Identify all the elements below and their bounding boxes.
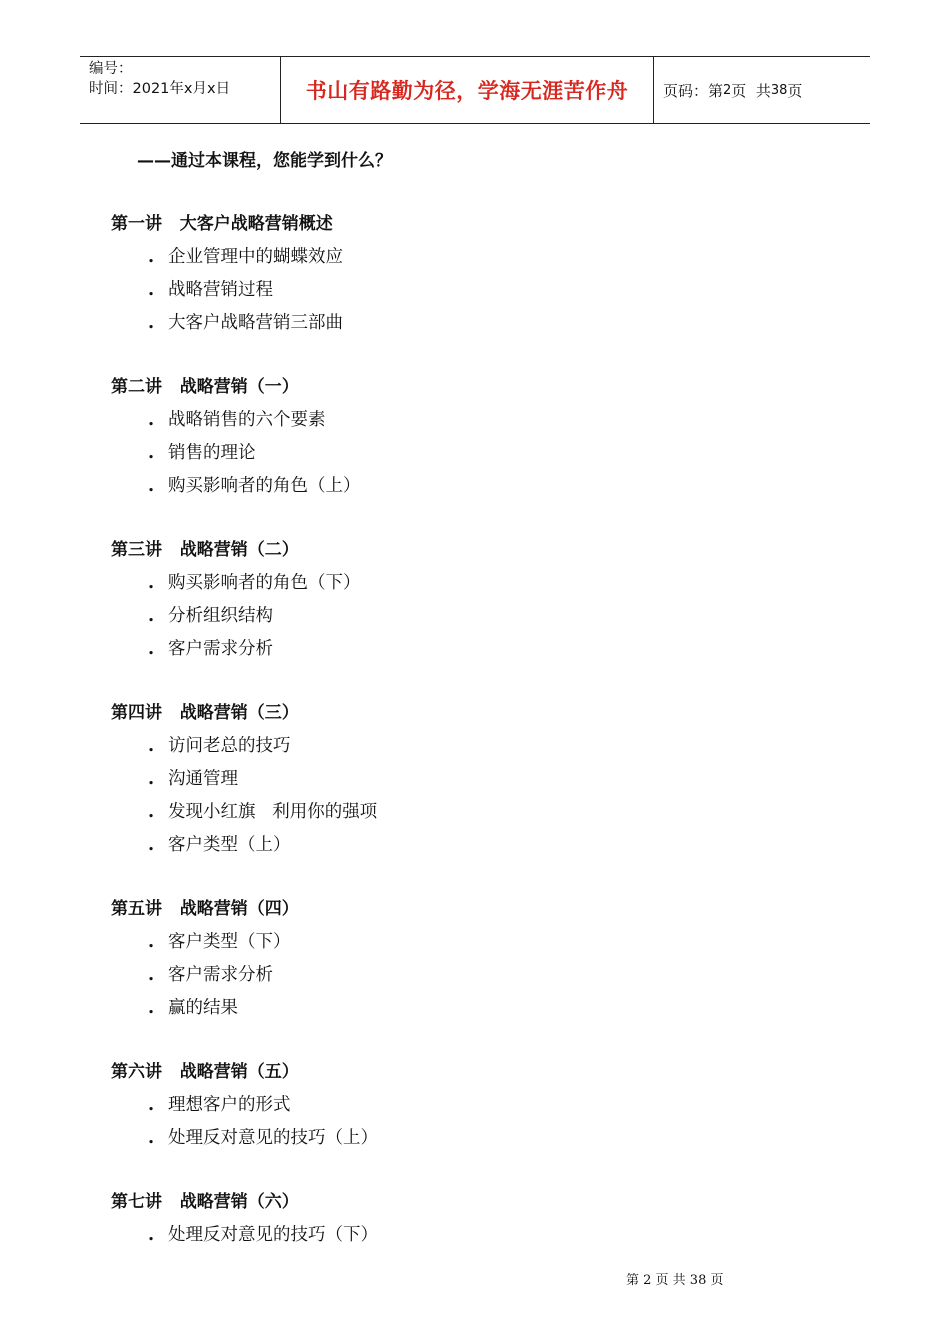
bullet-dot: . [148, 998, 155, 1018]
bullet-dot: . [148, 443, 155, 463]
lecture-section [111, 210, 811, 342]
lecture-item [111, 635, 811, 668]
lecture-item [111, 1124, 811, 1157]
header-motto: 书山有路勤为径，学海无涯苦作舟 [281, 57, 654, 123]
lecture-item [111, 276, 811, 309]
lecture-item-text: 客户类型（下） [168, 932, 291, 952]
page-header [80, 56, 870, 124]
lecture-item [111, 994, 811, 1027]
header-time-label: 时间：2021年x月x日 [89, 81, 231, 97]
lecture-item-text: 战略销售的六个要素 [168, 410, 326, 430]
bullet-dot: . [148, 476, 155, 496]
bullet-dot: . [148, 573, 155, 593]
lecture-title: 第七讲 战略营销（六） [111, 1192, 299, 1212]
lecture-item [111, 928, 811, 961]
bullet-dot: . [148, 1225, 155, 1245]
page-footer: 第 2 页 共 38 页 [626, 1273, 724, 1288]
bullet-dot: . [148, 965, 155, 985]
lecture-section [111, 373, 811, 505]
bullet-dot: . [148, 835, 155, 855]
bullet-dot: . [148, 280, 155, 300]
lecture-item-text: 战略营销过程 [168, 280, 273, 300]
bullet-dot: . [148, 247, 155, 267]
lecture-item-text: 客户类型（上） [168, 835, 291, 855]
lecture-item-text: 客户需求分析 [168, 639, 273, 659]
lecture-item-text: 处理反对意见的技巧（上） [168, 1128, 378, 1148]
lecture-title: 第五讲 战略营销（四） [111, 899, 299, 919]
intro-heading: ——通过本课程，您能学到什么？ [137, 151, 392, 171]
lecture-item [111, 831, 811, 864]
lecture-item-text: 赢的结果 [168, 998, 238, 1018]
header-page-info [654, 57, 870, 123]
header-page-mid: 页 共 [731, 81, 771, 100]
bullet-dot: . [148, 606, 155, 626]
lecture-section [111, 895, 811, 1027]
lecture-title: 第一讲 大客户战略营销概述 [111, 214, 333, 234]
lecture-item-text: 访问老总的技巧 [168, 736, 291, 756]
lecture-item-text: 发现小红旗 利用你的强项 [168, 802, 378, 822]
bullet-dot: . [148, 1128, 155, 1148]
lecture-item [111, 1221, 811, 1254]
bullet-dot: . [148, 313, 155, 333]
bullet-dot: . [148, 769, 155, 789]
bullet-dot: . [148, 410, 155, 430]
lecture-item [111, 765, 811, 798]
lecture-title: 第四讲 战略营销（三） [111, 703, 299, 723]
lecture-item-text: 销售的理论 [168, 443, 256, 463]
lecture-item [111, 961, 811, 994]
lecture-section [111, 1058, 811, 1157]
lecture-section [111, 536, 811, 668]
lecture-title: 第六讲 战略营销（五） [111, 1062, 299, 1082]
lecture-title: 第三讲 战略营销（二） [111, 540, 299, 560]
lecture-item [111, 406, 811, 439]
lecture-section [111, 1188, 811, 1254]
bullet-dot: . [148, 639, 155, 659]
lecture-item [111, 1091, 811, 1124]
header-total-pages: 38 [770, 82, 788, 98]
lecture-item-text: 客户需求分析 [168, 965, 273, 985]
bullet-dot: . [148, 1095, 155, 1115]
header-page-end: 页 [787, 81, 803, 100]
lecture-section [111, 699, 811, 864]
header-meta [80, 57, 281, 123]
bullet-dot: . [148, 736, 155, 756]
lecture-item-text: 理想客户的形式 [168, 1095, 291, 1115]
lecture-item [111, 602, 811, 635]
lecture-item-text: 购买影响者的角色（下） [168, 573, 361, 593]
bullet-dot: . [148, 802, 155, 822]
lecture-item [111, 798, 811, 831]
lecture-item-text: 分析组织结构 [168, 606, 273, 626]
header-number-label: 编号： [89, 61, 133, 77]
lecture-item-text: 购买影响者的角色（上） [168, 476, 361, 496]
lecture-item-text: 处理反对意见的技巧（下） [168, 1225, 378, 1245]
lecture-item [111, 243, 811, 276]
header-page-num: 2 [723, 82, 732, 98]
lecture-item [111, 472, 811, 505]
lecture-item-text: 大客户战略营销三部曲 [168, 313, 343, 333]
lecture-item [111, 309, 811, 342]
lecture-item-text: 沟通管理 [168, 769, 238, 789]
lecture-title: 第二讲 战略营销（一） [111, 377, 299, 397]
lecture-item [111, 732, 811, 765]
lecture-item [111, 439, 811, 472]
header-page-label: 页码：第 [663, 81, 724, 100]
lecture-item-text: 企业管理中的蝴蝶效应 [168, 247, 343, 267]
lecture-list [111, 210, 811, 1285]
bullet-dot: . [148, 932, 155, 952]
lecture-item [111, 569, 811, 602]
